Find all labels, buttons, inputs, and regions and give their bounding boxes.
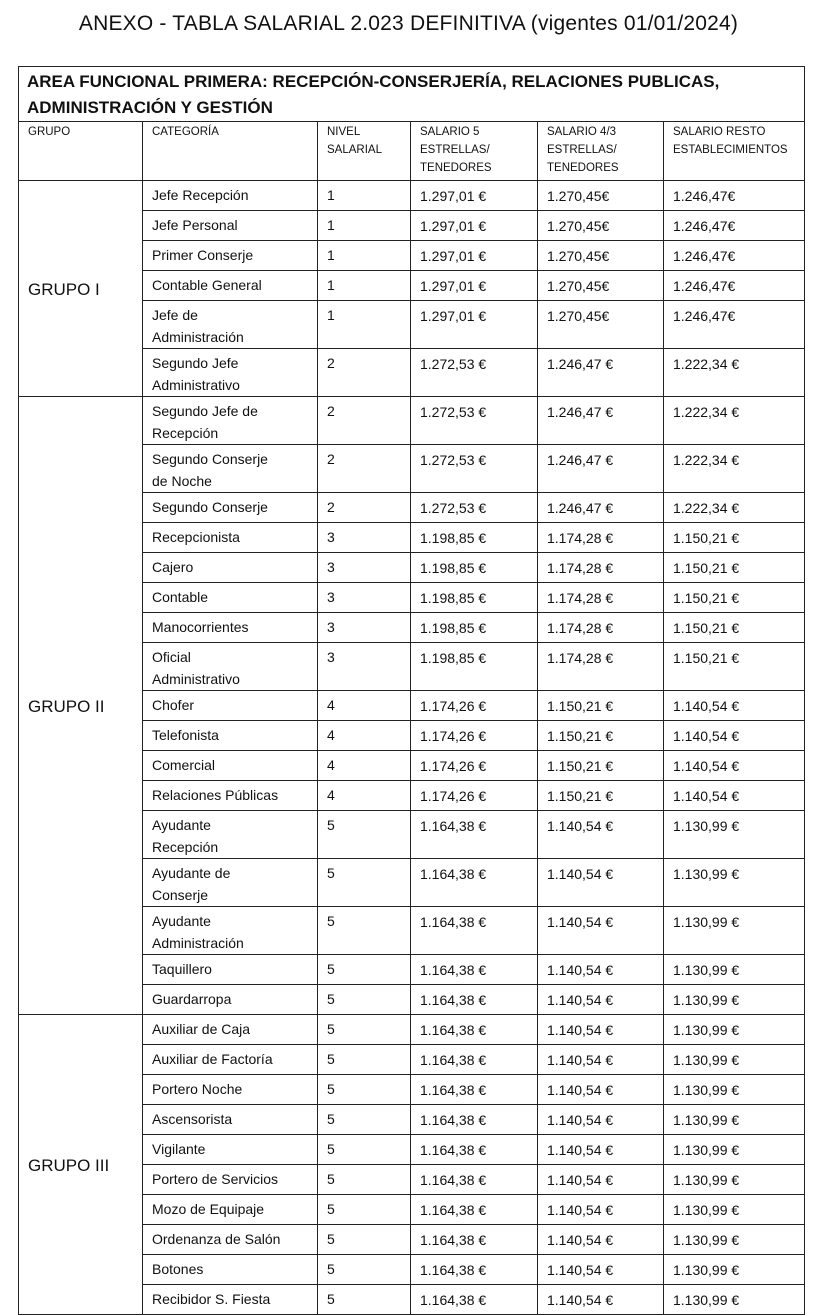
salary-5-cell: 1.272,53 €	[411, 349, 538, 397]
salary-4-3-cell: 1.246,47 €	[538, 349, 664, 397]
salary-5-cell: 1.174,26 €	[411, 751, 538, 781]
salary-5-cell: 1.272,53 €	[411, 397, 538, 445]
salary-resto-cell: 1.130,99 €	[664, 859, 805, 907]
salary-4-3-cell: 1.174,28 €	[538, 643, 664, 691]
salary-5-cell: 1.272,53 €	[411, 445, 538, 493]
category-cell: Portero de Servicios	[143, 1165, 318, 1195]
header-nivel: NIVEL SALARIAL	[318, 122, 411, 181]
salary-5-cell: 1.198,85 €	[411, 553, 538, 583]
category-cell: Taquillero	[143, 955, 318, 985]
salary-4-3-cell: 1.270,45€	[538, 301, 664, 349]
salary-4-3-cell: 1.140,54 €	[538, 907, 664, 955]
table-row	[19, 397, 805, 445]
salary-5-cell: 1.164,38 €	[411, 1225, 538, 1255]
salary-resto-cell: 1.246,47€	[664, 211, 805, 241]
salary-5-cell: 1.164,38 €	[411, 1135, 538, 1165]
nivel-cell: 3	[318, 553, 411, 583]
salary-5-cell: 1.164,38 €	[411, 1255, 538, 1285]
salary-4-3-cell: 1.270,45€	[538, 271, 664, 301]
nivel-cell: 4	[318, 781, 411, 811]
category-cell: Manocorrientes	[143, 613, 318, 643]
salary-4-3-cell: 1.270,45€	[538, 211, 664, 241]
nivel-cell: 5	[318, 1135, 411, 1165]
nivel-cell: 5	[318, 1105, 411, 1135]
salary-resto-cell: 1.246,47€	[664, 271, 805, 301]
salary-5-cell: 1.164,38 €	[411, 907, 538, 955]
salary-4-3-cell: 1.140,54 €	[538, 1075, 664, 1105]
salary-4-3-cell: 1.140,54 €	[538, 985, 664, 1015]
salary-resto-cell: 1.140,54 €	[664, 721, 805, 751]
nivel-cell: 5	[318, 1015, 411, 1045]
header-categoria: CATEGORÍA	[143, 122, 318, 181]
category-cell: Ayudante de Conserje	[143, 859, 318, 907]
salary-5-cell: 1.174,26 €	[411, 721, 538, 751]
salary-resto-cell: 1.130,99 €	[664, 811, 805, 859]
salary-5-cell: 1.164,38 €	[411, 1285, 538, 1315]
nivel-cell: 1	[318, 301, 411, 349]
nivel-cell: 1	[318, 181, 411, 211]
category-cell: Segundo Jefe de Recepción	[143, 397, 318, 445]
salary-resto-cell: 1.130,99 €	[664, 1195, 805, 1225]
category-cell: Comercial	[143, 751, 318, 781]
category-cell: Ascensorista	[143, 1105, 318, 1135]
salary-5-cell: 1.164,38 €	[411, 1195, 538, 1225]
salary-4-3-cell: 1.246,47 €	[538, 445, 664, 493]
category-cell: Jefe Personal	[143, 211, 318, 241]
salary-resto-cell: 1.130,99 €	[664, 1255, 805, 1285]
salary-5-cell: 1.164,38 €	[411, 985, 538, 1015]
salary-resto-cell: 1.130,99 €	[664, 955, 805, 985]
category-cell: Guardarropa	[143, 985, 318, 1015]
document-title: ANEXO - TABLA SALARIAL 2.023 DEFINITIVA (vigentes 01/01/2024)	[78, 12, 739, 35]
nivel-cell: 4	[318, 721, 411, 751]
nivel-cell: 5	[318, 1195, 411, 1225]
category-cell: Auxiliar de Factoría	[143, 1045, 318, 1075]
nivel-cell: 1	[318, 241, 411, 271]
nivel-cell: 1	[318, 271, 411, 301]
salary-5-cell: 1.198,85 €	[411, 643, 538, 691]
nivel-cell: 2	[318, 493, 411, 523]
salary-4-3-cell: 1.140,54 €	[538, 1045, 664, 1075]
salary-resto-cell: 1.150,21 €	[664, 613, 805, 643]
category-cell: Jefe Recepción	[143, 181, 318, 211]
salary-5-cell: 1.164,38 €	[411, 811, 538, 859]
salary-4-3-cell: 1.150,21 €	[538, 751, 664, 781]
group-label: GRUPO II	[19, 397, 143, 1015]
nivel-cell: 3	[318, 613, 411, 643]
category-cell: Ayudante Recepción	[143, 811, 318, 859]
salary-resto-cell: 1.246,47€	[664, 301, 805, 349]
salary-4-3-cell: 1.150,21 €	[538, 691, 664, 721]
salary-5-cell: 1.297,01 €	[411, 271, 538, 301]
salary-4-3-cell: 1.174,28 €	[538, 583, 664, 613]
nivel-cell: 5	[318, 955, 411, 985]
salary-5-cell: 1.198,85 €	[411, 583, 538, 613]
category-cell: Vigilante	[143, 1135, 318, 1165]
nivel-cell: 4	[318, 691, 411, 721]
salary-5-cell: 1.297,01 €	[411, 211, 538, 241]
salary-resto-cell: 1.246,47€	[664, 181, 805, 211]
salary-4-3-cell: 1.246,47 €	[538, 493, 664, 523]
salary-resto-cell: 1.130,99 €	[664, 1165, 805, 1195]
salary-resto-cell: 1.130,99 €	[664, 1075, 805, 1105]
category-cell: Mozo de Equipaje	[143, 1195, 318, 1225]
table-row	[19, 181, 805, 211]
nivel-cell: 5	[318, 1255, 411, 1285]
salary-4-3-cell: 1.246,47 €	[538, 397, 664, 445]
nivel-cell: 5	[318, 859, 411, 907]
nivel-cell: 4	[318, 751, 411, 781]
salary-5-cell: 1.164,38 €	[411, 955, 538, 985]
category-cell: Chofer	[143, 691, 318, 721]
salary-4-3-cell: 1.150,21 €	[538, 721, 664, 751]
nivel-cell: 5	[318, 1165, 411, 1195]
nivel-cell: 5	[318, 1075, 411, 1105]
salary-4-3-cell: 1.174,28 €	[538, 553, 664, 583]
category-cell: Contable	[143, 583, 318, 613]
salary-5-cell: 1.174,26 €	[411, 691, 538, 721]
salary-5-cell: 1.198,85 €	[411, 523, 538, 553]
category-cell: Jefe de Administración	[143, 301, 318, 349]
header-salario-5: SALARIO 5 ESTRELLAS/ TENEDORES	[411, 122, 538, 181]
salary-resto-cell: 1.140,54 €	[664, 781, 805, 811]
group-label: GRUPO I	[19, 181, 143, 397]
nivel-cell: 5	[318, 1225, 411, 1255]
area-title: AREA FUNCIONAL PRIMERA: RECEPCIÓN-CONSERJERÍA, RELACIONES PUBLICAS, ADMINISTRACIÓN Y GESTIÓN	[19, 67, 805, 122]
salary-resto-cell: 1.130,99 €	[664, 1135, 805, 1165]
salary-resto-cell: 1.130,99 €	[664, 1225, 805, 1255]
category-cell: Ordenanza de Salón	[143, 1225, 318, 1255]
nivel-cell: 3	[318, 643, 411, 691]
salary-4-3-cell: 1.140,54 €	[538, 1015, 664, 1045]
salary-5-cell: 1.164,38 €	[411, 1105, 538, 1135]
salary-5-cell: 1.297,01 €	[411, 301, 538, 349]
nivel-cell: 3	[318, 583, 411, 613]
header-grupo: GRUPO	[19, 122, 143, 181]
salary-resto-cell: 1.222,34 €	[664, 397, 805, 445]
salary-4-3-cell: 1.140,54 €	[538, 955, 664, 985]
salary-5-cell: 1.297,01 €	[411, 181, 538, 211]
category-cell: Cajero	[143, 553, 318, 583]
area-title-row	[19, 67, 805, 122]
salary-5-cell: 1.164,38 €	[411, 1165, 538, 1195]
salary-4-3-cell: 1.140,54 €	[538, 1195, 664, 1225]
salary-5-cell: 1.198,85 €	[411, 613, 538, 643]
salary-resto-cell: 1.222,34 €	[664, 493, 805, 523]
nivel-cell: 5	[318, 811, 411, 859]
nivel-cell: 2	[318, 445, 411, 493]
category-cell: Recibidor S. Fiesta	[143, 1285, 318, 1315]
salary-4-3-cell: 1.140,54 €	[538, 1105, 664, 1135]
salary-5-cell: 1.174,26 €	[411, 781, 538, 811]
salary-5-cell: 1.297,01 €	[411, 241, 538, 271]
salary-resto-cell: 1.222,34 €	[664, 349, 805, 397]
salary-resto-cell: 1.222,34 €	[664, 445, 805, 493]
category-cell: Segundo Jefe Administrativo	[143, 349, 318, 397]
table-row	[19, 1015, 805, 1045]
salary-resto-cell: 1.130,99 €	[664, 1105, 805, 1135]
header-salario-4-3: SALARIO 4/3 ESTRELLAS/ TENEDORES	[538, 122, 664, 181]
header-salario-resto: SALARIO RESTO ESTABLECIMIENTOS	[664, 122, 805, 181]
salary-resto-cell: 1.150,21 €	[664, 643, 805, 691]
salary-resto-cell: 1.130,99 €	[664, 1285, 805, 1315]
salary-4-3-cell: 1.270,45€	[538, 241, 664, 271]
salary-resto-cell: 1.130,99 €	[664, 985, 805, 1015]
salary-resto-cell: 1.130,99 €	[664, 907, 805, 955]
salary-4-3-cell: 1.140,54 €	[538, 859, 664, 907]
category-cell: Primer Conserje	[143, 241, 318, 271]
salary-table	[18, 66, 805, 1315]
salary-4-3-cell: 1.140,54 €	[538, 1255, 664, 1285]
category-cell: Telefonista	[143, 721, 318, 751]
category-cell: Oficial Administrativo	[143, 643, 318, 691]
salary-resto-cell: 1.150,21 €	[664, 583, 805, 613]
category-cell: Ayudante Administración	[143, 907, 318, 955]
nivel-cell: 1	[318, 211, 411, 241]
salary-5-cell: 1.164,38 €	[411, 1045, 538, 1075]
salary-4-3-cell: 1.140,54 €	[538, 1135, 664, 1165]
salary-4-3-cell: 1.174,28 €	[538, 523, 664, 553]
salary-5-cell: 1.164,38 €	[411, 1015, 538, 1045]
nivel-cell: 3	[318, 523, 411, 553]
salary-5-cell: 1.164,38 €	[411, 859, 538, 907]
category-cell: Contable General	[143, 271, 318, 301]
category-cell: Segundo Conserje	[143, 493, 318, 523]
salary-resto-cell: 1.140,54 €	[664, 691, 805, 721]
salary-resto-cell: 1.246,47€	[664, 241, 805, 271]
category-cell: Portero Noche	[143, 1075, 318, 1105]
nivel-cell: 5	[318, 985, 411, 1015]
salary-resto-cell: 1.150,21 €	[664, 553, 805, 583]
nivel-cell: 2	[318, 397, 411, 445]
nivel-cell: 5	[318, 1045, 411, 1075]
salary-resto-cell: 1.130,99 €	[664, 1015, 805, 1045]
salary-5-cell: 1.272,53 €	[411, 493, 538, 523]
salary-4-3-cell: 1.140,54 €	[538, 811, 664, 859]
salary-resto-cell: 1.130,99 €	[664, 1045, 805, 1075]
category-cell: Relaciones Públicas	[143, 781, 318, 811]
salary-resto-cell: 1.150,21 €	[664, 523, 805, 553]
salary-4-3-cell: 1.150,21 €	[538, 781, 664, 811]
salary-5-cell: 1.164,38 €	[411, 1075, 538, 1105]
salary-4-3-cell: 1.270,45€	[538, 181, 664, 211]
header-row	[19, 122, 805, 181]
nivel-cell: 5	[318, 907, 411, 955]
nivel-cell: 5	[318, 1285, 411, 1315]
salary-4-3-cell: 1.140,54 €	[538, 1225, 664, 1255]
salary-4-3-cell: 1.140,54 €	[538, 1285, 664, 1315]
salary-4-3-cell: 1.140,54 €	[538, 1165, 664, 1195]
salary-resto-cell: 1.140,54 €	[664, 751, 805, 781]
category-cell: Botones	[143, 1255, 318, 1285]
category-cell: Segundo Conserje de Noche	[143, 445, 318, 493]
group-label: GRUPO III	[19, 1015, 143, 1315]
salary-4-3-cell: 1.174,28 €	[538, 613, 664, 643]
category-cell: Recepcionista	[143, 523, 318, 553]
category-cell: Auxiliar de Caja	[143, 1015, 318, 1045]
nivel-cell: 2	[318, 349, 411, 397]
